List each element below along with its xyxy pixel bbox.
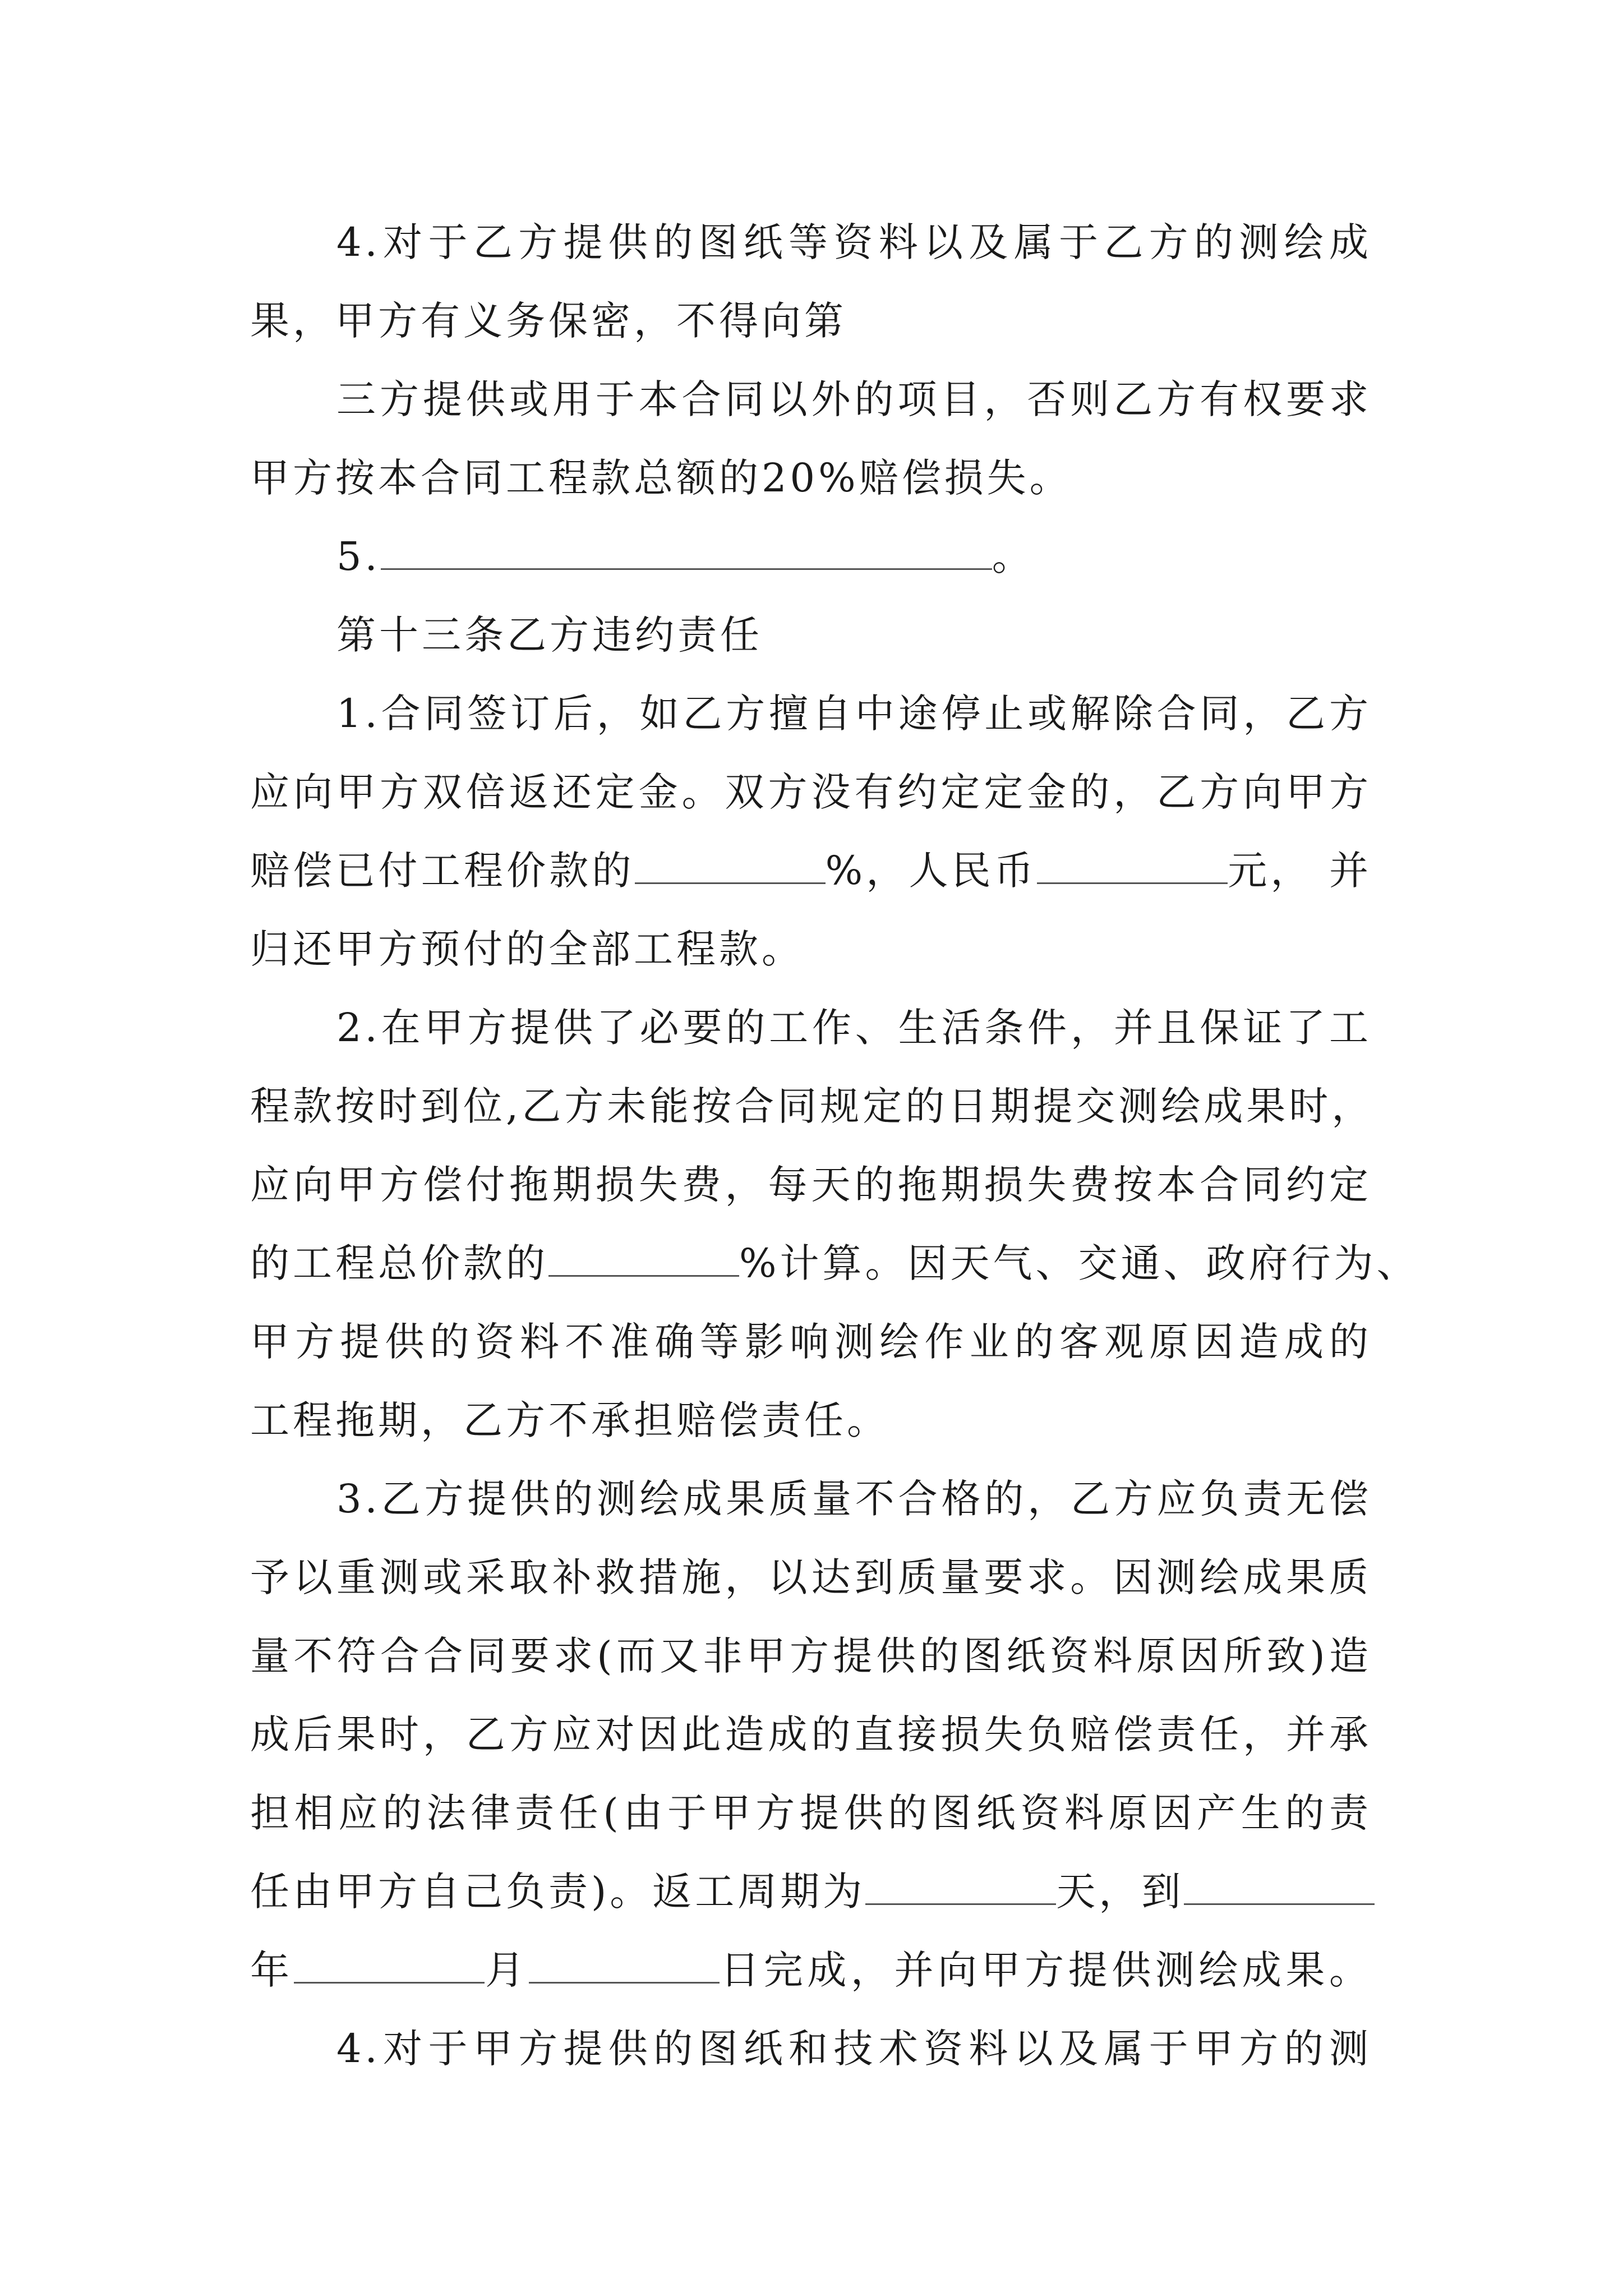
item-5-line <box>336 517 1035 596</box>
clause-3-line-1: 3.乙方提供的测绘成果质量不合格的，乙方应负责无偿 <box>336 1476 1372 1522</box>
blank-field <box>529 1935 720 1984</box>
clause-1-text-c: 元， 并 <box>1228 848 1372 894</box>
para-4-line-3: 三方提供或用于本合同以外的项目，否则乙方有权要求 <box>336 376 1372 422</box>
clause-2-text-b: %计算。因天气、交通、政府行为、 <box>739 1240 1419 1286</box>
clause-3-text-month: 月 <box>484 1947 529 1993</box>
clause-3-line-4: 成后果时，乙方应对因此造成的直接损失负赔偿责任，并承 <box>250 1711 1372 1757</box>
clause-3-line-3: 量不符合合同要求(而又非甲方提供的图纸资料原因所致)造 <box>250 1633 1372 1679</box>
item-5-number: 5. <box>336 533 381 579</box>
clause-1-line-4: 归还甲方预付的全部工程款。 <box>250 926 804 972</box>
clause-2-line-1: 2.在甲方提供了必要的工作、生活条件，并且保证了工 <box>336 1005 1372 1051</box>
clause-3-line-2: 予以重测或采取补救措施，以达到质量要求。因测绘成果质 <box>250 1554 1372 1600</box>
clause-2-line-6: 工程拖期，乙方不承担赔偿责任。 <box>250 1397 889 1443</box>
clause-2-text-a: 的工程总价款的 <box>250 1240 548 1286</box>
blank-field <box>294 1935 485 1984</box>
item-5-period: 。 <box>992 533 1035 579</box>
clause-4-line-1: 4.对于甲方提供的图纸和技术资料以及属于甲方的测 <box>336 2026 1372 2072</box>
clause-3-text-day: 日完成，并向甲方提供测绘成果。 <box>719 1947 1372 1993</box>
clause-2-line-3: 应向甲方偿付拖期损失费，每天的拖期损失费按本合同约定 <box>250 1162 1372 1208</box>
clause-1-text-a: 赔偿已付工程价款的 <box>250 848 635 894</box>
clause-1-text-b: %，人民币 <box>825 848 1038 894</box>
clause-1-line-2: 应向甲方双倍返还定金。双方没有约定定金的，乙方向甲方 <box>250 769 1372 815</box>
clause-3-line-6 <box>250 1852 1372 1931</box>
para-4-line-4: 甲方按本合同工程款总额的20%赔偿损失。 <box>250 455 1072 501</box>
blank-field <box>548 1228 739 1277</box>
clause-3-line-5: 担相应的法律责任(由于甲方提供的图纸资料原因产生的责 <box>250 1790 1372 1836</box>
clause-2-line-4 <box>250 1224 1419 1303</box>
clause-1-line-3 <box>250 831 1372 910</box>
blank-field <box>381 521 992 570</box>
clause-1-line-1: 1.合同签订后，如乙方擅自中途停止或解除合同，乙方 <box>336 691 1372 737</box>
clause-3-text-a: 任由甲方自己负责)。返工周期为 <box>250 1869 866 1915</box>
para-4-line-1: 4.对于乙方提供的图纸等资料以及属于乙方的测绘成 <box>336 219 1372 265</box>
clause-3-line-7 <box>250 1931 1372 2009</box>
clause-2-line-2: 程款按时到位,乙方未能按合同规定的日期提交测绘成果时， <box>250 1083 1375 1129</box>
blank-field <box>865 1856 1056 1905</box>
article-13-heading: 第十三条乙方违约责任 <box>336 612 763 658</box>
blank-field <box>1184 1856 1375 1905</box>
clause-3-text-b: 天，到 <box>1056 1869 1184 1915</box>
para-4-line-2: 果，甲方有义务保密，不得向第 <box>250 298 847 344</box>
blank-field <box>635 835 826 884</box>
blank-field <box>1037 835 1228 884</box>
clause-2-line-5: 甲方提供的资料不准确等影响测绘作业的客观原因造成的 <box>250 1319 1372 1365</box>
clause-3-text-year: 年 <box>250 1947 294 1993</box>
